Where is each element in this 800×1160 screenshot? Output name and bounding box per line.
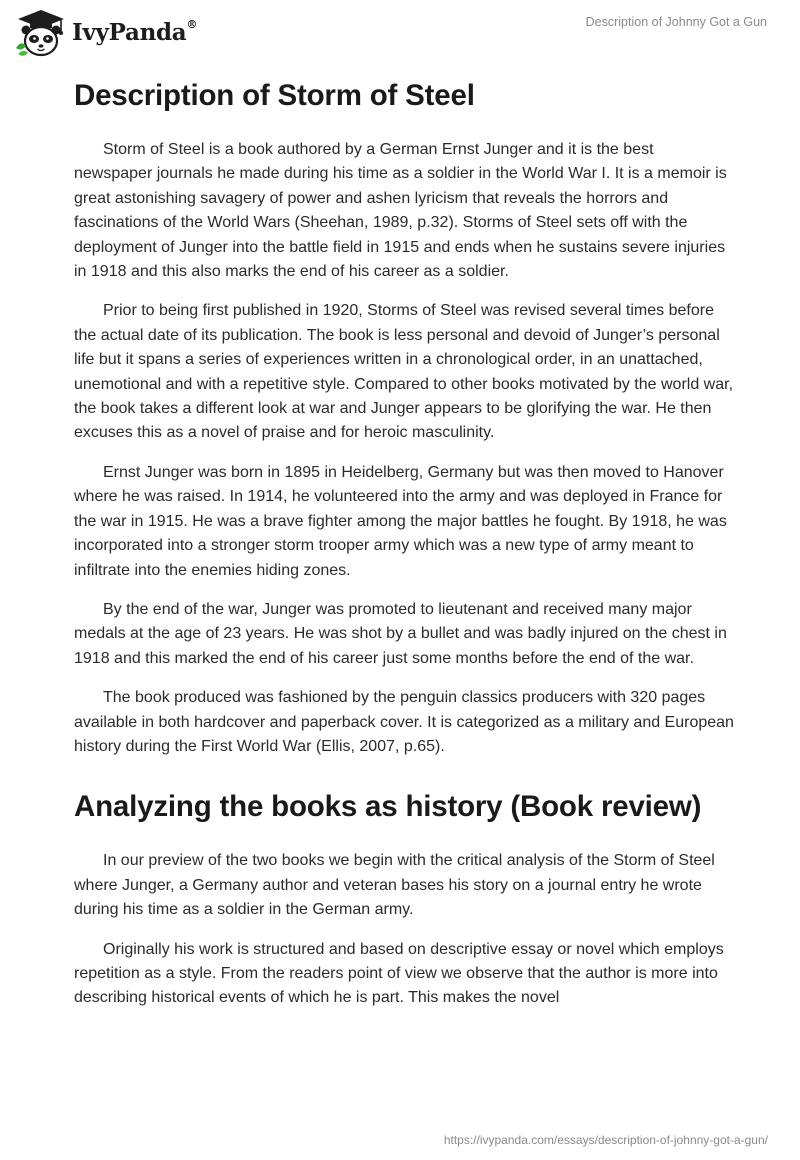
brand-name: IvyPanda® [72,17,198,46]
paragraph: The book produced was fashioned by the penguin classics producers with 320 pages available in both hardcover and paperback cover. It is categorized as a military and European history during the First World War (Ellis, 2007, p.65). [74,689,734,755]
panda-graduate-icon [12,8,70,58]
paragraph: By the end of the war, Junger was promoted to lieutenant and received many major medals at the age of 23 years. He was shot by a bullet and was badly injured on the chest in 1918 and this marked the end of his career just some months before the end of the war. [74,600,727,667]
paragraph: In our preview of the two books we begin with the critical analysis of the Storm of Steel where Junger, a Germany author and veteran bases his story on a journal entry he wrote during his time as a soldier in the German army. [74,852,715,919]
section-heading: Description of Storm of Steel [74,79,475,112]
paragraph: Prior to being first published in 1920, Storms of Steel was revised several times before the actual date of its publication. The book is less personal and devoid of Junger’s personal life but it spans a series of experiences written in a chronological order, in an unattached, unemotional and with a repetitive style. Compared to other books motivated by the world war, the book takes a different look at war and Junger appears to be glorifying the war. He then excuses this as a novel of praise and for heroic masculinity. [74,302,734,442]
source-url-link[interactable]: https://ivypanda.com/essays/description-of-johnny-got-a-gun/ [443,1133,768,1147]
section-heading: Analyzing the books as history (Book review) [74,790,702,824]
paragraph: Ernst Junger was born in 1895 in Heidelberg, Germany but was then moved to Hanover where he was raised. In 1914, he volunteered into the army and was deployed in France for the war in 1915. He was a brave fighter among the major battles he fought. By 1918, he was incorporated into a stronger storm trooper army which was a new type of army meant to infiltrate into the enemies hiding zones. [74,463,727,579]
page-header [0,0,800,66]
registered-mark: ® [186,17,198,31]
document-title: Description of Johnny Got a Gun [585,15,767,29]
paragraph: Storm of Steel is a book authored by a German Ernst Junger and it is the best newspaper journals he made during his time as a soldier in the World War I. It is a memoir is great astonishing savagery of power and ashen lyricism that reveals the horrors and fascinations of the World Wars (Sheehan, 1989, p.32). Storms of Steel sets off with the deployment of Junger into the battle field in 1915 and ends when he sustains severe injuries in 1918 and this also marks the end of his career as a soldier. [74,141,727,281]
article-body [74,70,734,1026]
ivypanda-logo[interactable] [12,8,197,58]
paragraph: Originally his work is structured and based on descriptive essay or novel which employs repetition as a style. From the readers point of view we observe that the author is more into describing historical events of which he is part. This makes the novel [74,940,724,1007]
